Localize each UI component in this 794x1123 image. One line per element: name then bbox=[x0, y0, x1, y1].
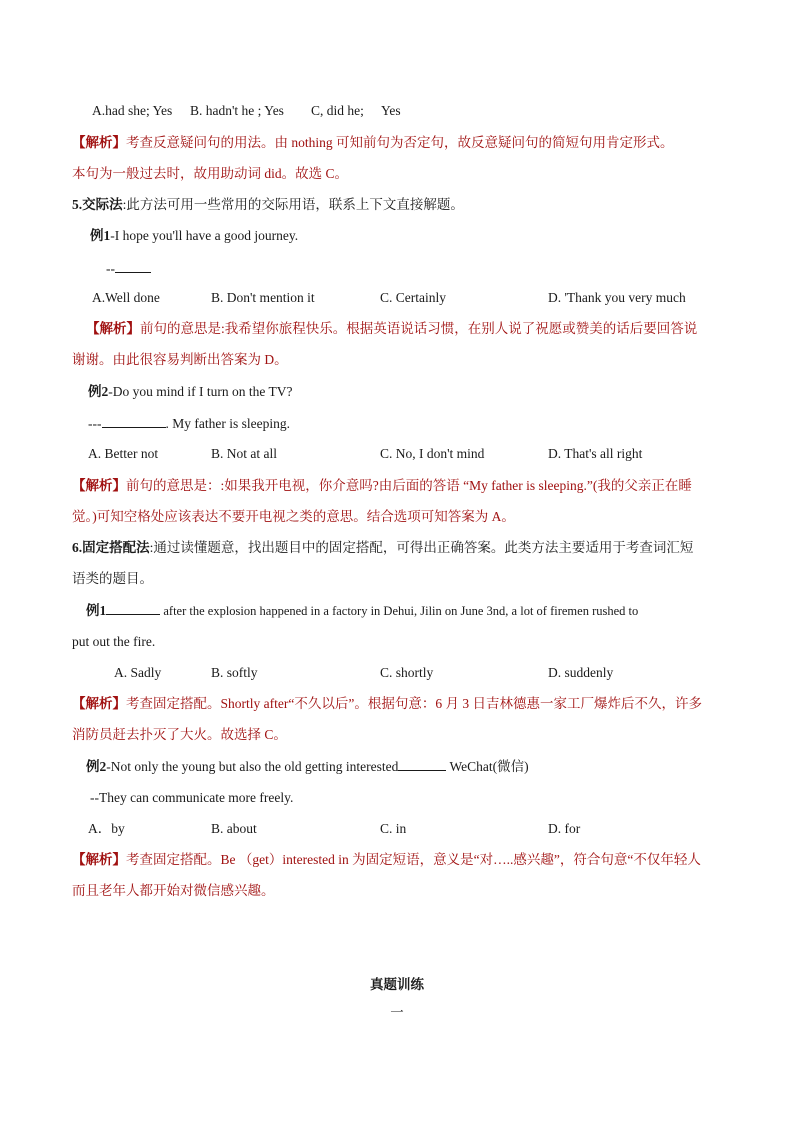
option-c: C. shortly bbox=[380, 665, 434, 680]
example-question bbox=[86, 757, 529, 776]
analysis-text: 考查固定搭配。Shortly after“不久以后”。根据句意：6 月 3 日吉林德惠一家工厂爆炸后不久，许多 bbox=[126, 696, 702, 711]
example-label: 例1 bbox=[86, 603, 107, 618]
answer-blank bbox=[115, 259, 151, 273]
example-label: 例2 bbox=[86, 759, 107, 774]
reply-suffix: . My father is sleeping. bbox=[165, 416, 290, 431]
answer-blank bbox=[106, 601, 160, 615]
analysis-tag: 【解析】 bbox=[72, 478, 126, 493]
option-d: D. That's all right bbox=[548, 446, 643, 461]
option-c: C. No, I don't mind bbox=[380, 446, 485, 461]
analysis-paragraph bbox=[72, 695, 702, 713]
option-d: D. for bbox=[548, 821, 581, 836]
question-suffix: WeChat(微信) bbox=[446, 759, 529, 774]
option-b: B. softly bbox=[211, 665, 258, 680]
section-description-continued: 语类的题目。 bbox=[72, 571, 153, 586]
option-b: B. about bbox=[211, 821, 257, 836]
analysis-paragraph bbox=[86, 320, 697, 338]
option-b: B. Don't mention it bbox=[211, 290, 315, 305]
analysis-text-continued: 本句为一般过去时，故用助动词 did。故选 C。 bbox=[72, 166, 349, 181]
section-title-practice: 真题训练 bbox=[370, 977, 424, 992]
analysis-text-continued: 觉。)可知空格处应该表达不要开电视之类的意思。结合选项可知答案为 A。 bbox=[72, 509, 515, 524]
analysis-paragraph bbox=[72, 134, 674, 152]
reply-line: --They can communicate more freely. bbox=[90, 790, 294, 805]
analysis-text-continued: 谢谢。由此很容易判断出答案为 D。 bbox=[72, 352, 288, 367]
section-title: 6.固定搭配法 bbox=[72, 540, 150, 555]
section-heading bbox=[72, 539, 693, 557]
example-question bbox=[90, 227, 298, 245]
example-label: 例1 bbox=[90, 228, 111, 243]
question-text-continued: put out the fire. bbox=[72, 634, 156, 649]
option-d: D. suddenly bbox=[548, 665, 614, 680]
reply-prefix: -- bbox=[106, 261, 115, 276]
example-label: 例2 bbox=[88, 384, 109, 399]
question-text: -Do you mind if I turn on the TV? bbox=[108, 384, 293, 399]
option-c: C. in bbox=[380, 821, 407, 836]
analysis-tag: 【解析】 bbox=[86, 321, 140, 336]
analysis-text: 考查反意疑问句的用法。由 nothing 可知前句为否定句，故反意疑问句的简短句用肯定形式。 bbox=[126, 135, 674, 150]
section-description: :通过读懂题意，找出题目中的固定搭配，可得出正确答案。此类方法主要适用于考查词汇短 bbox=[149, 540, 694, 555]
analysis-paragraph bbox=[72, 477, 692, 495]
analysis-text-continued: 而且老年人都开始对微信感兴趣。 bbox=[72, 883, 275, 898]
section-number: 一 bbox=[390, 1005, 404, 1020]
option-a: A. Better not bbox=[88, 446, 159, 461]
analysis-text: 前句的意思是：:如果我开电视，你介意吗?由后面的答语 “My father is sleeping.”(我的父亲正在睡 bbox=[126, 478, 692, 493]
question-text: after the explosion happened in a factory in Dehui, Jilin on June 3nd, a lot of firemen rushed to bbox=[160, 604, 639, 618]
option-c: C, did he; bbox=[311, 103, 364, 118]
option-b: B. hadn't he ; Yes bbox=[190, 103, 284, 118]
analysis-tag: 【解析】 bbox=[72, 852, 126, 867]
option-d: D. 'Thank you very much bbox=[548, 290, 686, 305]
example-question bbox=[88, 383, 292, 401]
analysis-tag: 【解析】 bbox=[72, 696, 126, 711]
option-a: A.had she; Yes bbox=[92, 103, 173, 118]
answer-blank bbox=[102, 414, 166, 428]
analysis-text-continued: 消防员赶去扑灭了大火。故选择 C。 bbox=[72, 727, 287, 742]
reply-line bbox=[88, 414, 290, 433]
reply-prefix: --- bbox=[88, 416, 102, 431]
section-heading bbox=[72, 196, 464, 214]
option-a: A.Well done bbox=[92, 290, 160, 305]
question-text: -I hope you'll have a good journey. bbox=[110, 228, 299, 243]
section-description: :此方法可用一些常用的交际用语，联系上下文直接解题。 bbox=[122, 197, 464, 212]
option-a: A. Sadly bbox=[114, 665, 162, 680]
option-a: A．by bbox=[88, 821, 125, 836]
answer-blank bbox=[398, 757, 446, 771]
section-title: 5.交际法 bbox=[72, 197, 123, 212]
reply-line bbox=[106, 259, 151, 278]
question-text: -Not only the young but also the old getting interested bbox=[106, 759, 399, 774]
option-c: C. Certainly bbox=[380, 290, 446, 305]
analysis-tag: 【解析】 bbox=[72, 135, 126, 150]
analysis-text: 前句的意思是:我希望你旅程快乐。根据英语说话习惯，在别人说了祝愿或赞美的话后要回答说 bbox=[140, 321, 698, 336]
analysis-paragraph bbox=[72, 851, 701, 869]
example-question bbox=[86, 601, 722, 620]
analysis-text: 考查固定搭配。Be （get）interested in 为固定短语，意义是“对…..感兴趣”，符合句意“不仅年轻人 bbox=[126, 852, 701, 867]
option-d: Yes bbox=[381, 103, 401, 118]
option-b: B. Not at all bbox=[211, 446, 277, 461]
